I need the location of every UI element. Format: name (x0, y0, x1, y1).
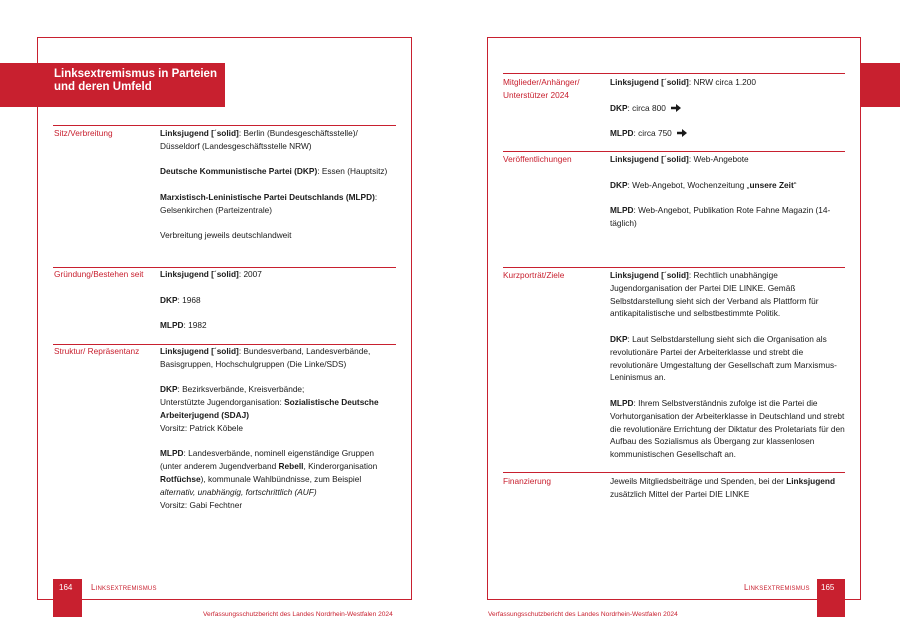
section-label-sitz: Sitz/Verbreitung (54, 128, 113, 138)
page-number: 165 (821, 583, 835, 592)
running-title: Linksextremismus (91, 583, 157, 592)
entry-dkp: DKP: Bezirksverbände, Kreisverbände; Unterstützte Jugendorganisation: Sozialistische Deutsche Arbeiterjugend (SDAJ) Vorsitz: Patrick Köbele (160, 384, 379, 433)
entry-linksjugend: Linksjugend [´solid]: 2007 (160, 269, 262, 279)
footer-text: Verfassungsschutzbericht des Landes Nordrhein-Westfalen 2024 (203, 611, 393, 618)
entry-mlpd: MLPD: Web-Angebot, Publikation Rote Fahne Magazin (14-täglich) (610, 205, 831, 228)
entry-verbreitung: Verbreitung jeweils deutschlandweit (160, 230, 292, 241)
section-content-finanzierung (610, 475, 846, 513)
section-label-finanzierung: Finanzierung (503, 476, 551, 486)
entry-linksjugend: Linksjugend [´solid]: Bundesverband, Landesverbände, Basisgruppen, Hochschulgruppen (Die Linke/SDS) (160, 346, 371, 369)
section-label-kurzportraet: Kurzporträt/Ziele (503, 270, 565, 280)
entry-linksjugend: Linksjugend [´solid]: NRW circa 1.200 (610, 77, 756, 87)
entry-mlpd: MLPD: 1982 (160, 320, 207, 331)
section-divider (53, 125, 396, 126)
entry-linksjugend: Linksjugend [´solid]: Berlin (Bundesgeschäftsstelle)/ Düsseldorf (Landesgeschäftsstelle NRW) (160, 128, 358, 151)
entry-linksjugend: Linksjugend [´solid]: Web-Angebote (610, 154, 749, 164)
entry-dkp: DKP: Laut Selbstdarstellung sieht sich die Organisation als revolutionäre Partei der Arbeiterklasse und strebt die revolutionäre Umgestaltung der Gesellschaft zum Marxismus-Leninismus an. (610, 333, 837, 383)
page-number: 164 (59, 583, 73, 592)
entry-finanzierung: Jeweils Mitgliedsbeiträge und Spenden, bei der Linksjugend zusätzlich Mittel der Partei DIE LINKE (610, 476, 836, 499)
section-content-sitz (160, 127, 396, 255)
section-content-mitglieder (610, 76, 846, 153)
section-divider (503, 73, 845, 74)
section-label-struktur: Struktur/ Repräsentanz (54, 346, 140, 356)
entry-linksjugend: Linksjugend [´solid]: Rechtlich unabhängige Jugendorganisation der Partei DIE LINKE. Gemäß Selbstdarstellung sieht sich der Verband als Plattform für antikapitalistische und selbstbestimmte Politik. (610, 270, 819, 319)
entry-mlpd: Marxistisch-Leninistische Partei Deutschlands (MLPD): Gelsenkirchen (Parteizentrale) (160, 191, 378, 215)
section-content-kurzportraet (610, 269, 846, 474)
right-arrow-icon (671, 104, 681, 112)
right-edge-bar (861, 63, 900, 107)
right-arrow-icon (677, 129, 687, 137)
entry-dkp: DKP: circa 800 (610, 102, 846, 115)
section-label-gruendung: Gründung/Bestehen seit (54, 269, 144, 279)
entry-mlpd: MLPD: circa 750 (610, 127, 846, 140)
entry-dkp: DKP: 1968 (160, 294, 201, 305)
entry-dkp: DKP: Web-Angebot, Wochenzeitung „unsere Zeit“ (610, 179, 797, 190)
section-label-mitglieder: Mitglieder/Anhänger/ Unterstützer 2024 (503, 77, 580, 100)
section-content-veroeffentlichungen (610, 153, 846, 243)
page-heading: Linksextremismus in Parteien und deren Umfeld (54, 68, 217, 93)
section-content-struktur (160, 345, 396, 524)
entry-mlpd: MLPD: Ihrem Selbstverständnis zufolge ist die Partei die Vorhutorganisation der Arbeiterklasse in Deutschland und strebt die revolutionäre Errichtung der Diktatur des Proletariats für den Aufbau des Sozialismus als Übergang zur klassenlosen kommunistischen Gesellschaft an. (610, 397, 845, 460)
section-content-gruendung (160, 268, 396, 345)
entry-dkp: Deutsche Kommunistische Partei (DKP): Essen (Hauptsitz) (160, 166, 388, 177)
running-title: Linksextremismus (744, 583, 810, 592)
footer-text: Verfassungsschutzbericht des Landes Nordrhein-Westfalen 2024 (488, 611, 678, 618)
section-divider (503, 267, 845, 268)
section-label-veroeffentlichungen: Veröffentlichungen (503, 154, 572, 164)
entry-mlpd: MLPD: Landesverbände, nominell eigenständige Gruppen (unter anderem Jugendverband Rebell, Kinderorganisation Rotfüchse), kommunale Wahlbündnisse, zum Beispiel alternativ, unabhängig, fortschrittlich (AUF) Vorsitz: Gabi Fechtner (160, 448, 378, 510)
